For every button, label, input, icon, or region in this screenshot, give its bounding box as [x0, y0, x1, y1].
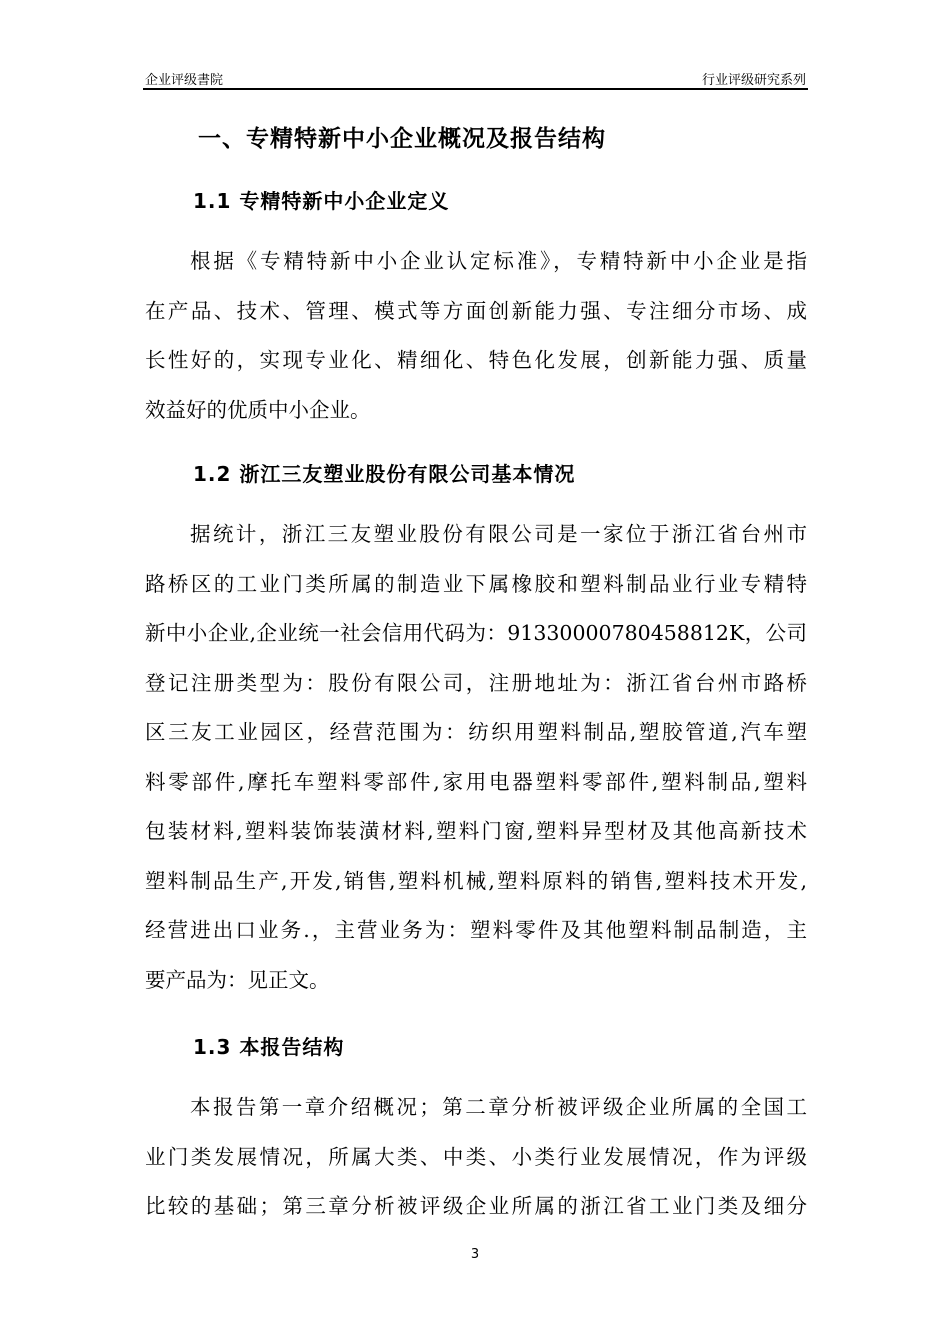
paragraph-line: 比较的基础；第三章分析被评级企业所属的浙江省工业门类及细分: [145, 1194, 807, 1218]
paragraph-line: 路桥区的工业门类所属的制造业下属橡胶和塑料制品业行业专精特: [145, 571, 807, 596]
paragraph-line: 本报告第一章介绍概况；第二章分析被评级企业所属的全国工: [190, 1095, 807, 1119]
paragraph-line: 在产品、技术、管理、模式等方面创新能力强、专注细分市场、成: [145, 298, 807, 323]
header-series-name: 行业评级研究系列: [701, 73, 806, 88]
page-number: 3: [470, 1247, 480, 1262]
section-heading-1-3: 1.3 本报告结构: [193, 1035, 345, 1059]
paragraph-line: 包装材料,塑料装饰装潢材料,塑料门窗,塑料异型材及其他高新技术: [145, 819, 807, 843]
paragraph-line: 要产品为：见正文。: [145, 967, 330, 992]
section-1-1-paragraph: [145, 237, 807, 435]
paragraph-line: 业门类发展情况，所属大类、中类、小类行业发展情况，作为评级: [145, 1144, 807, 1169]
paragraph-line: 效益好的优质中小企业。: [145, 397, 371, 422]
paragraph-line: 区三友工业园区，经营范围为：纺织用塑料制品,塑胶管道,汽车塑: [145, 720, 807, 744]
paragraph-line: 长性好的，实现专业化、精细化、特色化发展，创新能力强、质量: [145, 348, 807, 372]
paragraph-line: 根据《专精特新中小企业认定标准》，专精特新中小企业是指: [190, 249, 807, 273]
section-heading-1-1: 1.1 专精特新中小企业定义: [193, 189, 450, 213]
chapter-title: 一、专精特新中小企业概况及报告结构: [198, 126, 606, 152]
paragraph-line: 料零部件,摩托车塑料零部件,家用电器塑料零部件,塑料制品,塑料: [145, 769, 807, 794]
section-heading-1-2: 1.2 浙江三友塑业股份有限公司基本情况: [193, 462, 576, 486]
header-org-name: 企业评级書院: [145, 73, 224, 88]
section-1-2-paragraph: [145, 510, 807, 1005]
paragraph-line: 据统计，浙江三友塑业股份有限公司是一家位于浙江省台州市: [190, 522, 807, 546]
paragraph-line: 登记注册类型为：股份有限公司，注册地址为：浙江省台州市路桥: [145, 670, 807, 695]
section-1-3-paragraph: [145, 1083, 807, 1232]
paragraph-line: 新中小企业,企业统一社会信用代码为：91330000780458812K，公司: [145, 621, 807, 645]
page-header: [143, 68, 808, 90]
paragraph-line: 塑料制品生产,开发,销售,塑料机械,塑料原料的销售,塑料技术开发,: [145, 868, 807, 893]
paragraph-line: 经营进出口业务.，主营业务为：塑料零件及其他塑料制品制造，主: [145, 918, 807, 942]
